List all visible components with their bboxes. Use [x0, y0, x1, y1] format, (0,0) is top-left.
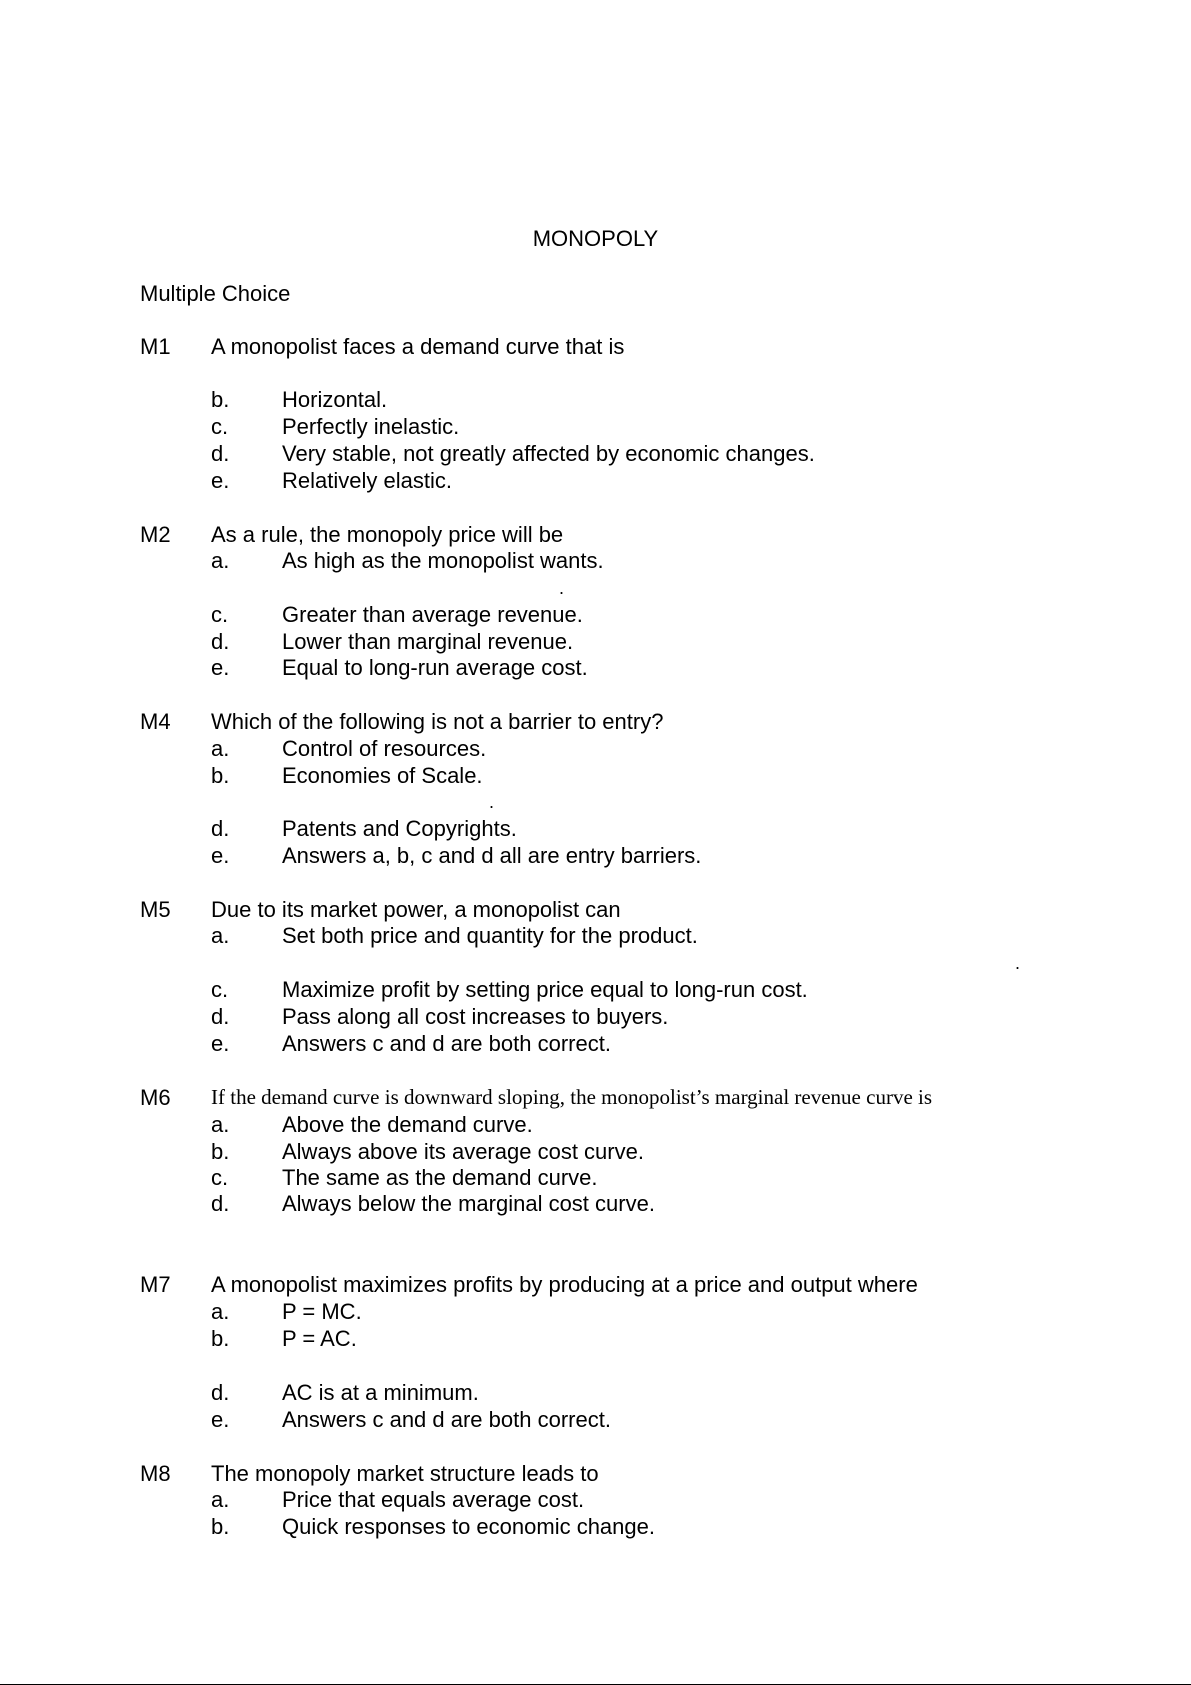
- option-text: Answers c and d are both correct.: [282, 1407, 611, 1432]
- question-number: M7: [140, 1272, 171, 1297]
- question-number: M4: [140, 709, 171, 734]
- question-text: The monopoly market structure leads to: [211, 1461, 599, 1486]
- option-text: Patents and Copyrights.: [282, 816, 517, 841]
- option-letter: c.: [211, 977, 229, 1002]
- question-text: If the demand curve is downward sloping, the monopolist’s marginal revenue curve is: [211, 1085, 933, 1109]
- option-letter: a.: [211, 548, 230, 573]
- option-letter: e.: [211, 468, 230, 493]
- option-letter: b.: [211, 387, 230, 412]
- option-text: AC is at a minimum.: [282, 1380, 479, 1405]
- option-letter: b.: [211, 763, 230, 788]
- option-letter: a.: [211, 1112, 230, 1137]
- option-text: Always below the marginal cost curve.: [282, 1191, 655, 1216]
- question-text: A monopolist faces a demand curve that is: [211, 334, 625, 359]
- stray-dot: .: [559, 578, 565, 598]
- option-text: Price that equals average cost.: [282, 1487, 585, 1512]
- section-heading: Multiple Choice: [140, 281, 291, 306]
- option-text: Economies of Scale.: [282, 763, 483, 788]
- option-letter: a.: [211, 923, 230, 948]
- question-number: M8: [140, 1461, 171, 1486]
- option-text: Quick responses to economic change.: [282, 1514, 655, 1539]
- option-text: Very stable, not greatly affected by economic changes.: [282, 441, 815, 466]
- option-text: Maximize profit by setting price equal to long-run cost.: [282, 977, 808, 1002]
- option-text: Relatively elastic.: [282, 468, 452, 493]
- question-text: Due to its market power, a monopolist can: [211, 897, 621, 922]
- option-letter: a.: [211, 736, 230, 761]
- option-text: As high as the monopolist wants.: [282, 548, 604, 573]
- question-number: M6: [140, 1085, 171, 1110]
- option-text: Answers a, b, c and d all are entry barriers.: [282, 843, 702, 868]
- option-letter: c.: [211, 602, 229, 627]
- option-letter: d.: [211, 629, 230, 654]
- option-text: Answers c and d are both correct.: [282, 1031, 611, 1056]
- option-text: Lower than marginal revenue.: [282, 629, 574, 654]
- option-letter: b.: [211, 1139, 230, 1164]
- option-letter: e.: [211, 655, 230, 680]
- option-letter: c.: [211, 1165, 229, 1190]
- page-title: MONOPOLY: [532, 226, 659, 251]
- option-letter: a.: [211, 1299, 230, 1324]
- question-number: M5: [140, 897, 171, 922]
- question-text: As a rule, the monopoly price will be: [211, 522, 564, 547]
- stray-dot: .: [1015, 953, 1021, 973]
- stray-dot: .: [489, 792, 495, 812]
- option-letter: d.: [211, 816, 230, 841]
- option-letter: d.: [211, 1380, 230, 1405]
- option-letter: b.: [211, 1514, 230, 1539]
- option-letter: e.: [211, 1031, 230, 1056]
- option-text: Perfectly inelastic.: [282, 414, 460, 439]
- option-letter: d.: [211, 441, 230, 466]
- option-text: Always above its average cost curve.: [282, 1139, 644, 1164]
- question-number: M1: [140, 334, 171, 359]
- option-letter: e.: [211, 1407, 230, 1432]
- option-text: Greater than average revenue.: [282, 602, 583, 627]
- option-text: Equal to long-run average cost.: [282, 655, 588, 680]
- option-letter: d.: [211, 1191, 230, 1216]
- option-text: P = MC.: [282, 1299, 362, 1324]
- option-text: Set both price and quantity for the product.: [282, 923, 698, 948]
- option-letter: e.: [211, 843, 230, 868]
- question-number: M2: [140, 522, 171, 547]
- option-letter: b.: [211, 1326, 230, 1351]
- question-text: A monopolist maximizes profits by producing at a price and output where: [211, 1272, 918, 1297]
- option-letter: a.: [211, 1487, 230, 1512]
- option-text: Horizontal.: [282, 387, 388, 412]
- option-text: Pass along all cost increases to buyers.: [282, 1004, 669, 1029]
- question-text: Which of the following is not a barrier to entry?: [211, 709, 664, 734]
- option-text: Control of resources.: [282, 736, 487, 761]
- option-letter: c.: [211, 414, 229, 439]
- option-text: The same as the demand curve.: [282, 1165, 598, 1190]
- option-text: Above the demand curve.: [282, 1112, 533, 1137]
- option-text: P = AC.: [282, 1326, 357, 1351]
- option-letter: d.: [211, 1004, 230, 1029]
